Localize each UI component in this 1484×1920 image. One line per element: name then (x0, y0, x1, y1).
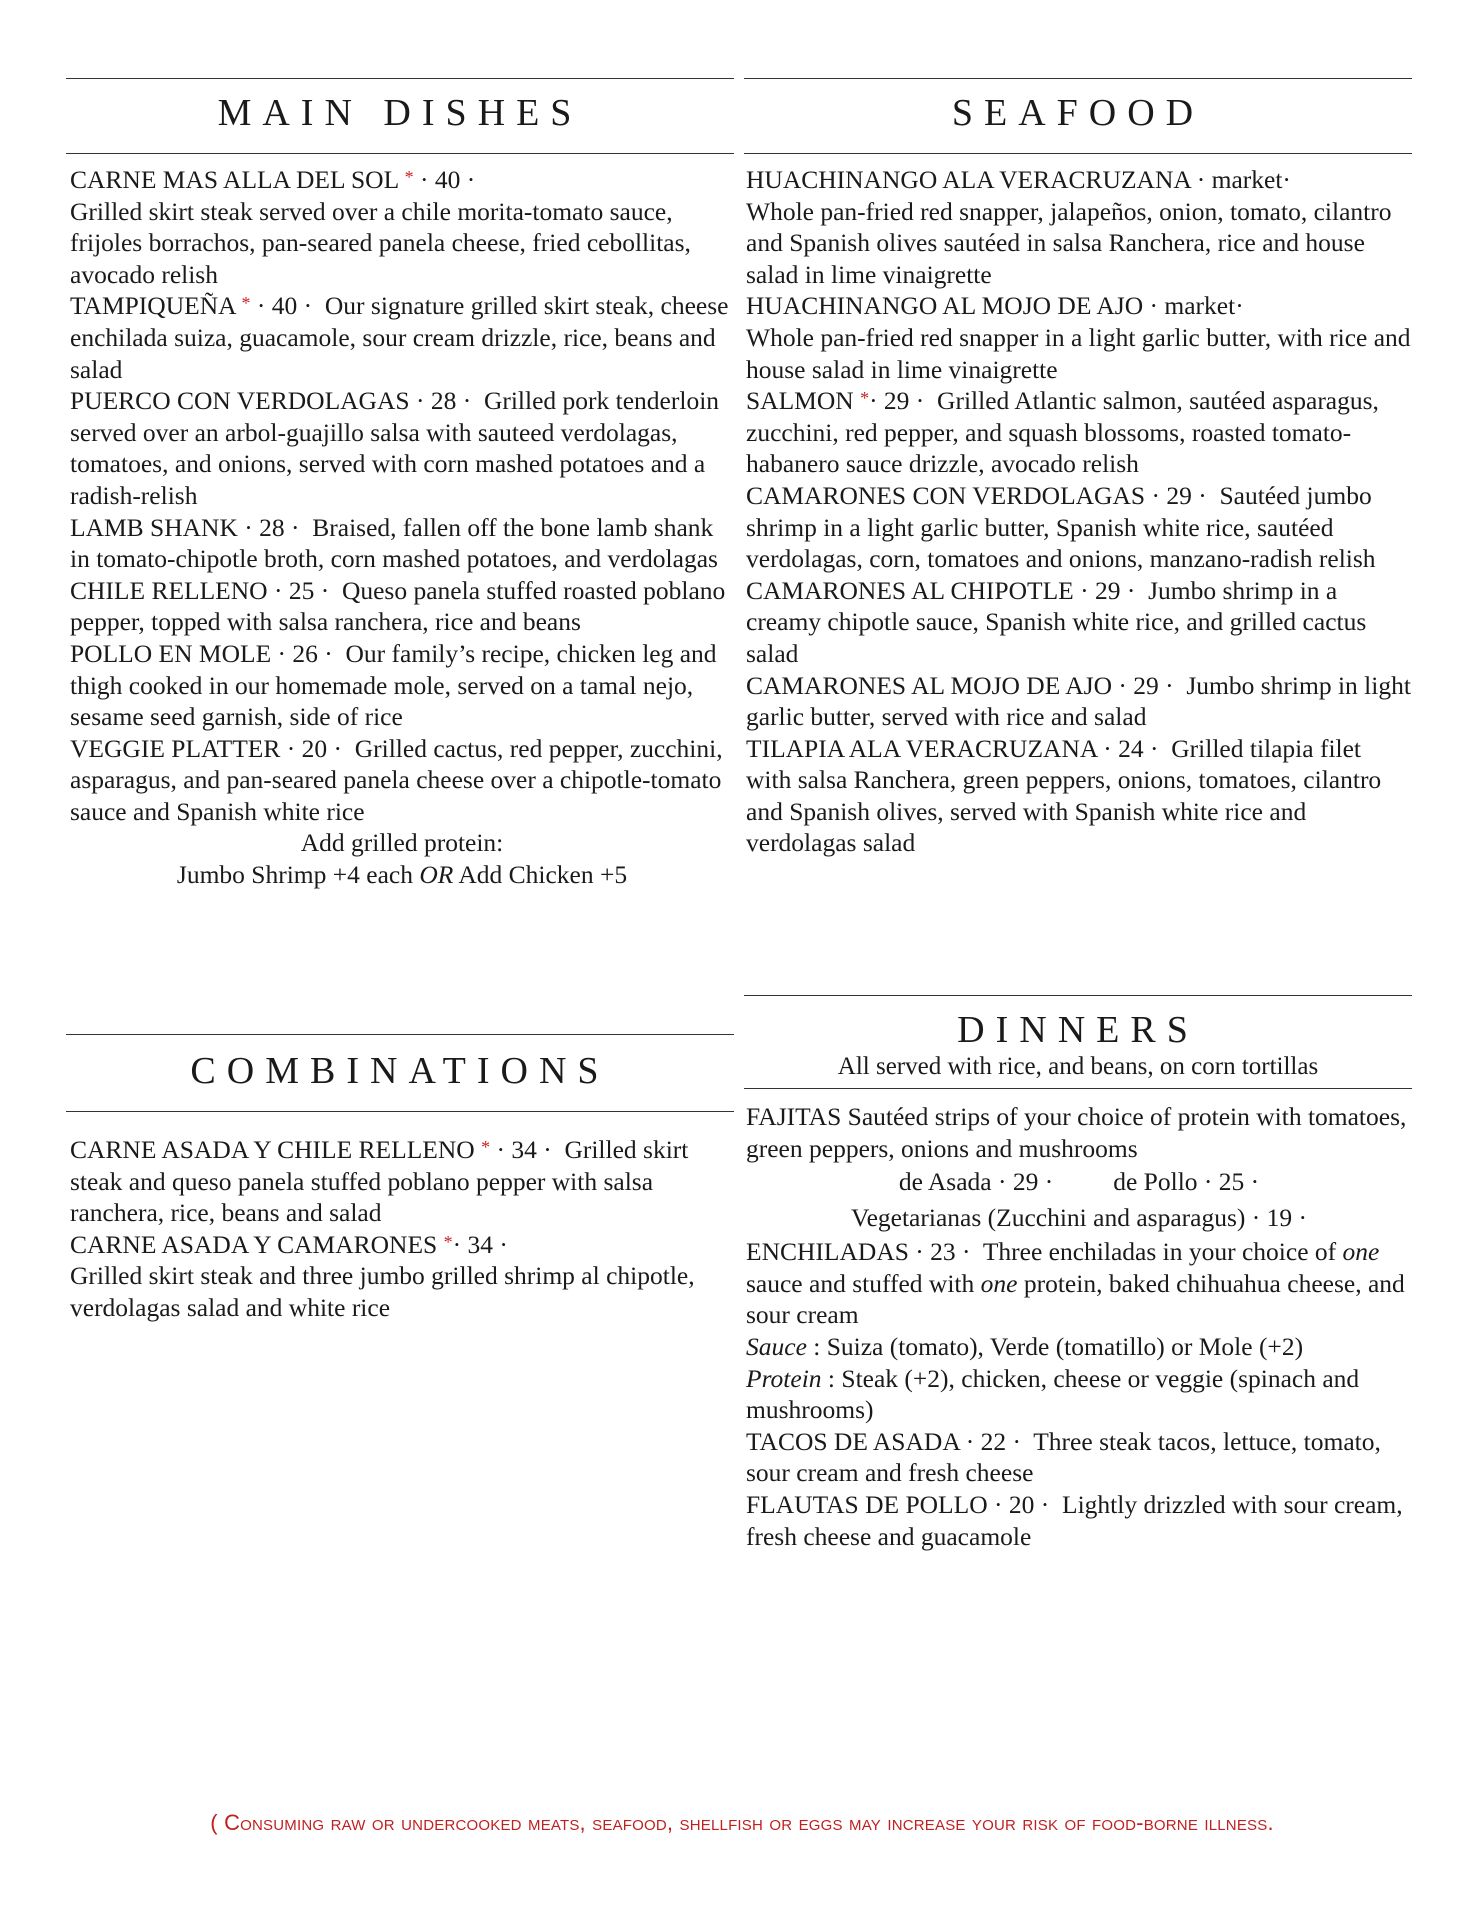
fajitas-veg-option: Vegetarianas (Zucchini and asparagus) · 19 · (851, 1203, 1307, 1233)
item-description: Grilled pork tenderloin served over an arbol-guajillo salsa with sauteed verdolagas, tomatoes, and onions, served with corn mashed potatoes and a radish-relish (70, 386, 720, 510)
menu-item (746, 385, 1412, 480)
menu-item (70, 1134, 734, 1229)
item-description: Grilled skirt steak and three jumbo grilled shrimp al chipotle, verdolagas salad and white rice (70, 1261, 695, 1322)
item-name: TAMPIQUEÑA (70, 291, 236, 321)
item-name: FLAUTAS DE POLLO (746, 1489, 988, 1519)
addon-or: OR (419, 860, 454, 890)
item-description: Whole pan-fried red snapper, jalapeños, onion, tomato, cilantro and Spanish olives sautéed in salsa Ranchera, rice and house salad in lime vinaigrette (746, 196, 1392, 289)
divider (744, 1088, 1412, 1089)
section-title: COMBINATIONS (190, 1050, 610, 1092)
item-name: CARNE ASADA Y CAMARONES (70, 1229, 438, 1259)
divider (66, 78, 734, 79)
menu-item (746, 575, 1412, 670)
item-description: Queso panela stuffed roasted poblano pepper, topped with salsa ranchera, rice and beans (70, 575, 726, 637)
dinners-section (744, 995, 1412, 1552)
item-price: · 28 · (415, 386, 472, 416)
menu-item (70, 638, 734, 733)
section-title: SEAFOOD (951, 92, 1205, 134)
menu-item (746, 733, 1412, 859)
protein-options: : Steak (+2), chicken, cheese or veggie (spinach and mushrooms) (746, 1363, 1360, 1425)
menu-item (746, 1489, 1412, 1552)
item-description: Braised, fallen off the bone lamb shank in tomato-chipotle broth, corn mashed potatoes, and verdolagas (70, 512, 718, 574)
item-price: · 29 · (869, 386, 925, 416)
item-name: CAMARONES AL MOJO DE AJO (746, 670, 1113, 700)
item-description: Grilled cactus, red pepper, zucchini, asparagus, and pan-seared panela cheese over a chipotle-tomato sauce and Spanish white rice (70, 733, 723, 826)
item-description: sauce and stuffed with (746, 1268, 975, 1298)
item-name: CARNE ASADA Y CHILE RELLENO (70, 1135, 475, 1164)
menu-item (70, 290, 734, 385)
menu-item (746, 480, 1412, 575)
item-description: Three steak tacos, lettuce, tomato, sour cream and fresh cheese (746, 1426, 1381, 1488)
item-name: LAMB SHANK (70, 512, 238, 542)
divider (744, 78, 1412, 79)
emphasis: one (980, 1268, 1018, 1298)
item-price: · 26 · (277, 638, 333, 668)
emphasis: one (1342, 1237, 1380, 1267)
item-name: HUACHINANGO AL MOJO DE AJO (746, 291, 1144, 321)
menu-list (66, 164, 734, 891)
item-description: Whole pan-fried red snapper in a light garlic butter, with rice and house salad in lime vinaigrette (746, 322, 1411, 384)
combinations-section (66, 1034, 734, 1324)
item-price: · 20 · (286, 733, 342, 763)
item-description: Grilled Atlantic salmon, sautéed asparagus, zucchini, red pepper, and squash blossoms, roasted tomato-habanero sauce drizzle, avocado relish (746, 386, 1379, 479)
section-title: DINNERS (957, 1009, 1199, 1051)
menu-item (70, 733, 734, 828)
item-name: CAMARONES AL CHIPOTLE (746, 575, 1074, 605)
protein-line (746, 1363, 1412, 1426)
item-description: Three enchiladas in your choice of (982, 1237, 1337, 1267)
item-name: SALMON (746, 386, 854, 416)
menu-item (746, 290, 1412, 385)
menu-item (70, 164, 734, 290)
item-price: · 29 · (1118, 670, 1174, 700)
item-description: Jumbo shrimp in a creamy chipotle sauce, Spanish white rice, and grilled cactus salad (746, 575, 1367, 668)
item-price: · 24 · (1103, 733, 1159, 763)
item-description: Sautéed jumbo shrimp in a light garlic butter, Spanish white rice, sautéed verdolagas, corn, tomatoes and onions, manzano-radish relish (746, 480, 1376, 574)
addon-shrimp: Jumbo Shrimp +4 each (176, 860, 413, 890)
item-name: FAJITAS (746, 1102, 842, 1131)
item-description: Jumbo shrimp in light garlic butter, served with rice and salad (746, 670, 1411, 732)
raw-warning-star: * (443, 1231, 453, 1252)
item-name: ENCHILADAS (746, 1237, 909, 1267)
raw-warning-star: * (241, 293, 251, 314)
menu-item (70, 385, 734, 511)
sauce-line (746, 1331, 1412, 1363)
divider (66, 1111, 734, 1112)
menu-list (744, 164, 1412, 859)
protein-label: Protein (746, 1363, 822, 1393)
raw-warning-star: * (481, 1137, 491, 1157)
item-description: protein, baked chihuahua cheese, and sour cream (746, 1268, 1405, 1330)
menu-item (746, 670, 1412, 733)
menu-item (70, 512, 734, 575)
item-name: CHILE RELLENO (70, 575, 268, 605)
item-price: · market· (1149, 291, 1244, 321)
divider (744, 153, 1412, 154)
addon-options (70, 859, 734, 891)
menu-item (746, 1101, 1412, 1164)
item-description: Lightly drizzled with sour cream, fresh cheese and guacamole (746, 1489, 1403, 1551)
section-subtitle: All served with rice, and beans, on corn tortillas (837, 1053, 1319, 1080)
menu-item (70, 1229, 734, 1324)
item-name: CAMARONES CON VERDOLAGAS (746, 480, 1146, 510)
item-price: · 20 · (994, 1489, 1050, 1519)
section-title: MAIN DISHES (217, 92, 583, 134)
menu-item (746, 1236, 1412, 1331)
item-description: Our family’s recipe, chicken leg and thigh cooked in our homemade mole, served on a tamal nejo, sesame seed garnish, side of rice (70, 638, 717, 732)
item-price: · 22 · (965, 1426, 1021, 1456)
item-price: · market· (1196, 165, 1291, 194)
item-price: · 28 · (244, 512, 300, 542)
raw-warning-star: * (860, 388, 870, 409)
item-name: TILAPIA ALA VERACRUZANA (746, 733, 1097, 763)
divider (66, 153, 734, 154)
addon-chicken: Add Chicken +5 (458, 860, 628, 890)
item-price: · 34 · (452, 1229, 508, 1259)
item-price: · 25 · (273, 575, 330, 605)
item-price: · 29 · (1151, 480, 1207, 510)
option-asada: de Asada · 29 · (898, 1167, 1054, 1197)
item-description: Grilled skirt steak and queso panela stuffed poblano pepper with salsa ranchera, rice, beans and salad (70, 1135, 689, 1228)
sauce-options: : Suiza (tomato), Verde (tomatillo) or Mole (+2) (813, 1331, 1304, 1361)
item-description: Grilled tilapia filet with salsa Ranchera, green peppers, onions, tomatoes, cilantro and Spanish olives, served with Spanish white rice and verdolagas salad (746, 733, 1382, 858)
food-safety-disclaimer: ( Consuming raw or undercooked meats, seafood, shellfish or eggs may increase your risk of food-borne illness. (210, 1810, 1274, 1835)
sauce-label: Sauce (746, 1331, 807, 1361)
menu-list (66, 1134, 734, 1324)
item-name: PUERCO CON VERDOLAGAS (70, 386, 410, 416)
menu-item (746, 1426, 1412, 1489)
item-description: Our signature grilled skirt steak, cheese enchilada suiza, guacamole, sour cream drizzle, rice, beans and salad (70, 291, 729, 384)
item-description: Grilled skirt steak served over a chile morita-tomato sauce, frijoles borrachos, pan-seared panela cheese, fried cebollitas, avocado relish (70, 196, 691, 289)
seafood-section (744, 78, 1412, 859)
item-price: · 23 · (915, 1237, 971, 1267)
item-price: · 29 · (1080, 575, 1136, 605)
item-price: · 40 · (256, 291, 313, 321)
menu-item (70, 575, 734, 638)
item-name: HUACHINANGO ALA VERACRUZANA (746, 165, 1191, 194)
item-name: POLLO EN MOLE (70, 638, 272, 668)
main-dishes-section (66, 78, 734, 891)
item-name: TACOS DE ASADA (746, 1426, 960, 1456)
divider (744, 995, 1412, 996)
item-name: VEGGIE PLATTER (70, 733, 281, 763)
item-name: CARNE MAS ALLA DEL SOL (70, 165, 399, 194)
fajitas-options (746, 1164, 1412, 1200)
addon-title: Add grilled protein: (300, 828, 504, 858)
option-pollo: de Pollo · 25 · (1113, 1167, 1260, 1197)
menu-list (744, 1101, 1412, 1552)
raw-warning-star: * (404, 167, 414, 187)
item-price: · 34 · (496, 1135, 552, 1164)
item-description: Sautéed strips of your choice of protein with tomatoes, green peppers, onions and mushrooms (746, 1102, 1407, 1163)
menu-item (746, 164, 1412, 290)
item-price: · 40 · (419, 165, 476, 194)
divider (66, 1034, 734, 1035)
